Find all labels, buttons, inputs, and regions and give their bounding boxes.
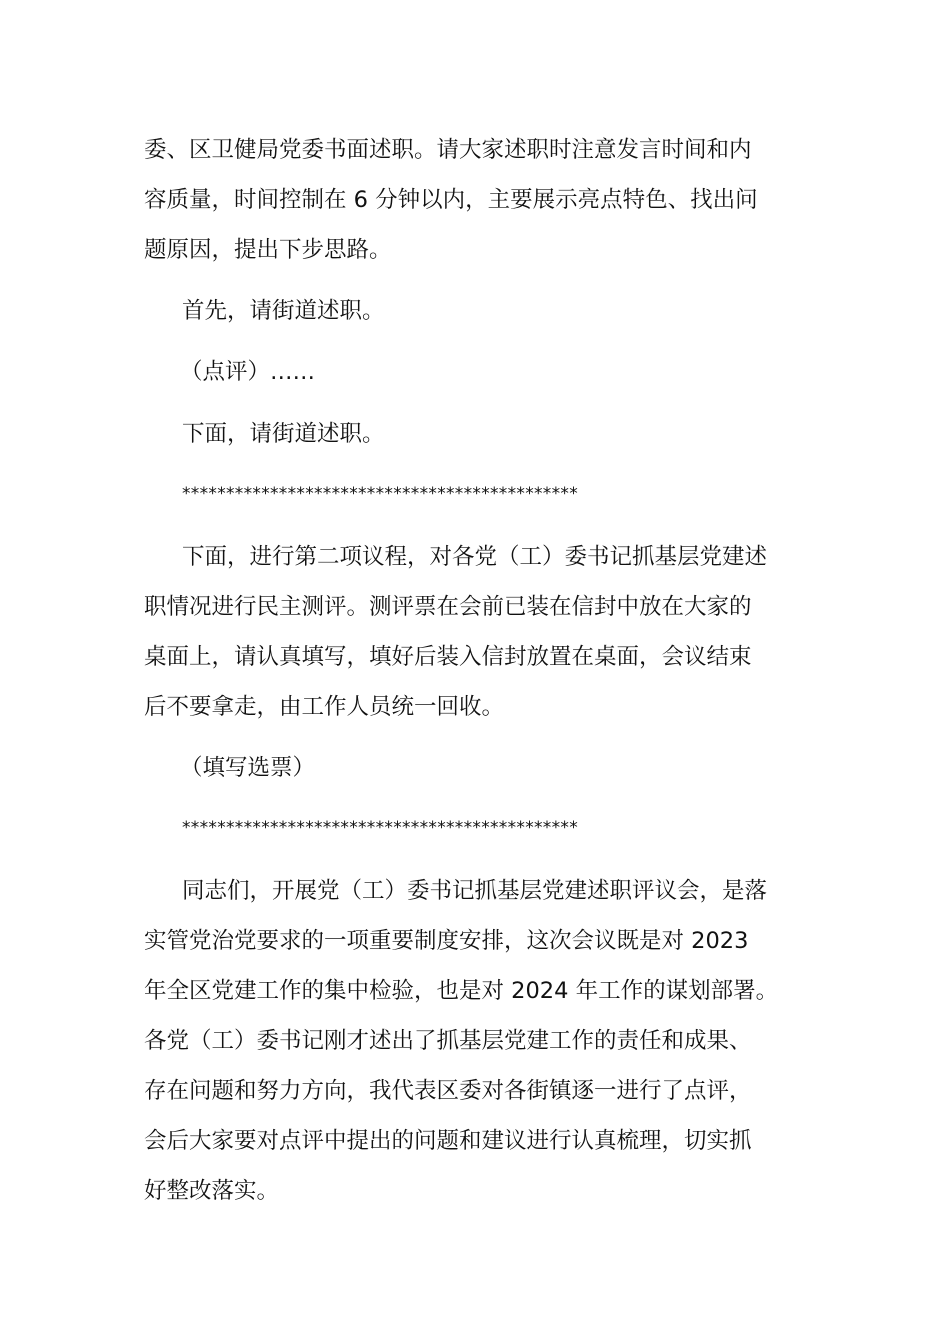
text-line: 下面，进行第二项议程，对各党（工）委书记抓基层党建述 bbox=[182, 544, 768, 570]
text-line: （点评）…… bbox=[180, 359, 316, 385]
text-line: 年全区党建工作的集中检验，也是对 2024 年工作的谋划部署。 bbox=[144, 978, 779, 1004]
text-line: 委、区卫健局党委书面述职。请大家述职时注意发言时间和内 bbox=[144, 137, 752, 163]
text-line: 会后大家要对点评中提出的问题和建议进行认真梳理，切实抓 bbox=[144, 1128, 752, 1154]
text-line: 桌面上，请认真填写，填好后装入信封放置在桌面，会议结束 bbox=[144, 644, 752, 670]
text-line: 实管党治党要求的一项重要制度安排，这次会议既是对 2023 bbox=[144, 928, 749, 954]
separator-asterisks: ********************************************* bbox=[182, 484, 578, 504]
text-line: 好整改落实。 bbox=[144, 1178, 280, 1204]
text-line: 下面，请街道述职。 bbox=[182, 421, 385, 447]
separator-asterisks: ********************************************* bbox=[182, 818, 578, 838]
text-line: 后不要拿走，由工作人员统一回收。 bbox=[144, 694, 505, 720]
text-line: （填写选票） bbox=[180, 755, 316, 781]
text-line: 首先，请街道述职。 bbox=[182, 298, 385, 324]
text-line: 同志们，开展党（工）委书记抓基层党建述职评议会，是落 bbox=[182, 878, 768, 904]
text-line: 题原因，提出下步思路。 bbox=[144, 237, 392, 263]
text-line: 各党（工）委书记刚才述出了抓基层党建工作的责任和成果、 bbox=[144, 1028, 752, 1054]
text-line: 容质量，时间控制在 6 分钟以内，主要展示亮点特色、找出问 bbox=[144, 187, 758, 213]
text-line: 存在问题和努力方向，我代表区委对各街镇逐一进行了点评， bbox=[144, 1078, 752, 1104]
text-line: 职情况进行民主测评。测评票在会前已装在信封中放在大家的 bbox=[144, 594, 752, 620]
